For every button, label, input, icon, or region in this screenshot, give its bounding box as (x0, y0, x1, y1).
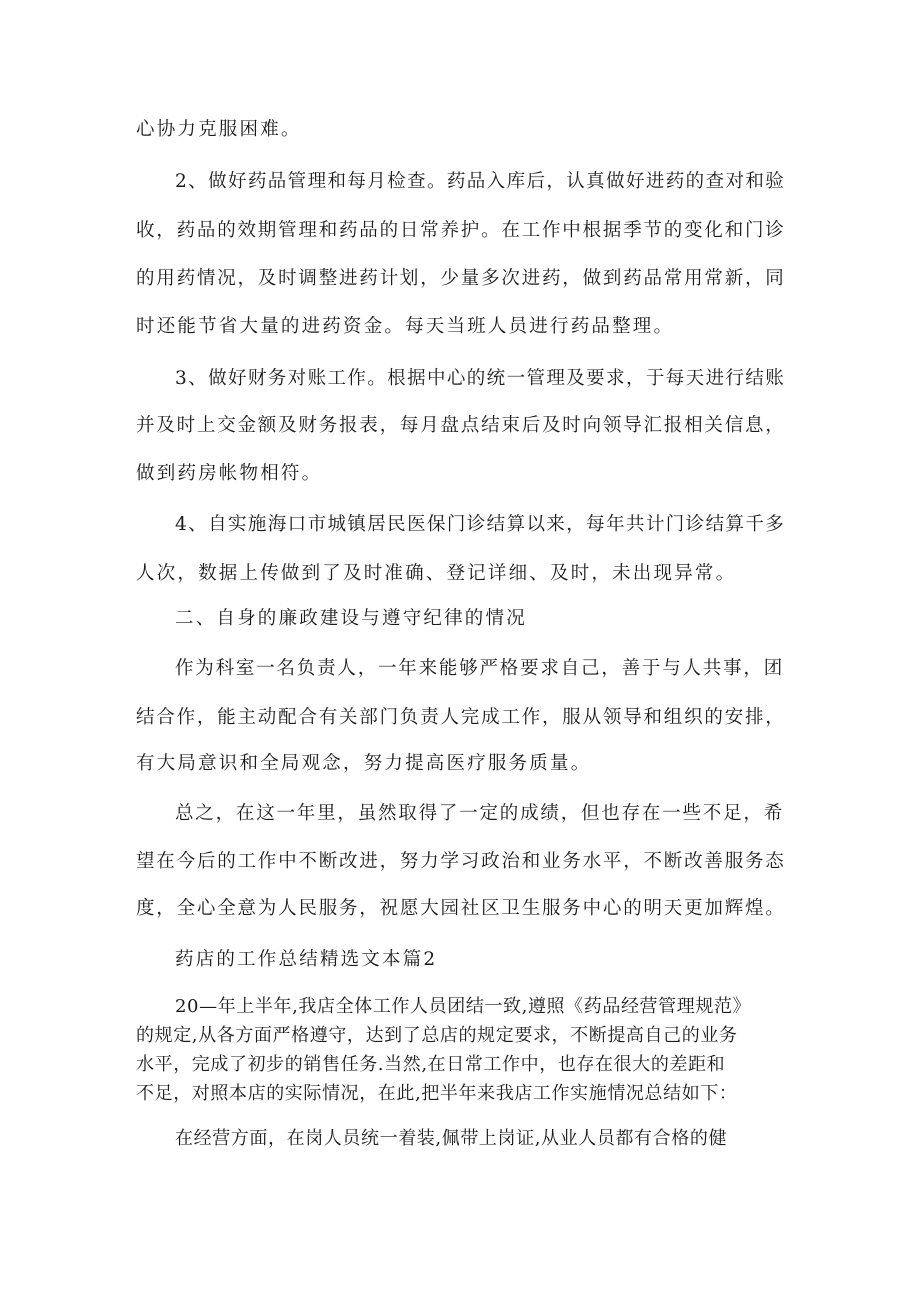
text-line: 的用药情况，及时调整进药计划，少量多次进药，做到药品常用常新，同 (136, 268, 786, 289)
text-line: 并及时上交金额及财务报表，每月盘点结束后及时向领导汇报相关信息， (136, 415, 786, 436)
article-heading: 药店的工作总结精选文本篇2 (175, 949, 438, 970)
text-line: 做到药房帐物相符。 (136, 463, 323, 484)
text-line: 心协力克服困难。 (136, 119, 302, 140)
text-line: 望在今后的工作中不断改进，努力学习政治和业务水平，不断改善服务态 (136, 851, 786, 872)
text-line: 度，全心全意为人民服务，祝愿大园社区卫生服务中心的明天更加辉煌。 (136, 898, 786, 919)
text-line: 的规定,从各方面严格遵守，达到了总店的规定要求，不断提高自己的业务 (136, 1025, 738, 1046)
text-line: 水平，完成了初步的销售任务.当然,在日常工作中，也存在很大的差距和 (136, 1054, 726, 1075)
paragraph-start: 20—年上半年,我店全体工作人员团结一致,遵照《药品经营管理规范》 (175, 996, 752, 1017)
paragraph-start: 总之，在这一年里，虽然取得了一定的成绩，但也存在一些不足，希 (175, 803, 785, 824)
text-line: 不足，对照本店的实际情况，在此,把半年来我店工作实施情况总结如下： (136, 1083, 738, 1104)
text-line: 时还能节省大量的进药资金。每天当班人员进行药品整理。 (136, 316, 675, 337)
paragraph-start: 作为科室一名负责人，一年来能够严格要求自己，善于与人共事，团 (175, 658, 785, 679)
paragraph-item-4: 4、自实施海口市城镇居民医保门诊结算以来，每年共计门诊结算千多 (175, 514, 786, 535)
text-line: 收，药品的效期管理和药品的日常养护。在工作中根据季节的变化和门诊 (136, 220, 786, 241)
paragraph-item-3: 3、做好财务对账工作。根据中心的统一管理及要求，于每天进行结账 (175, 368, 786, 389)
paragraph-start: 在经营方面，在岗人员统一着装,佩带上岗证,从业人员都有合格的健 (175, 1128, 728, 1149)
section-heading: 二、自身的廉政建设与遵守纪律的情况 (175, 608, 527, 629)
text-line: 结合作，能主动配合有关部门负责人完成工作，服从领导和组织的安排， (136, 707, 786, 728)
text-line: 有大局意识和全局观念，努力提高医疗服务质量。 (136, 753, 592, 774)
text-line: 人次，数据上传做到了及时准确、登记详细、及时，未出现异常。 (136, 563, 737, 584)
paragraph-item-2: 2、做好药品管理和每月检查。药品入库后，认真做好进药的查对和验 (175, 171, 786, 192)
